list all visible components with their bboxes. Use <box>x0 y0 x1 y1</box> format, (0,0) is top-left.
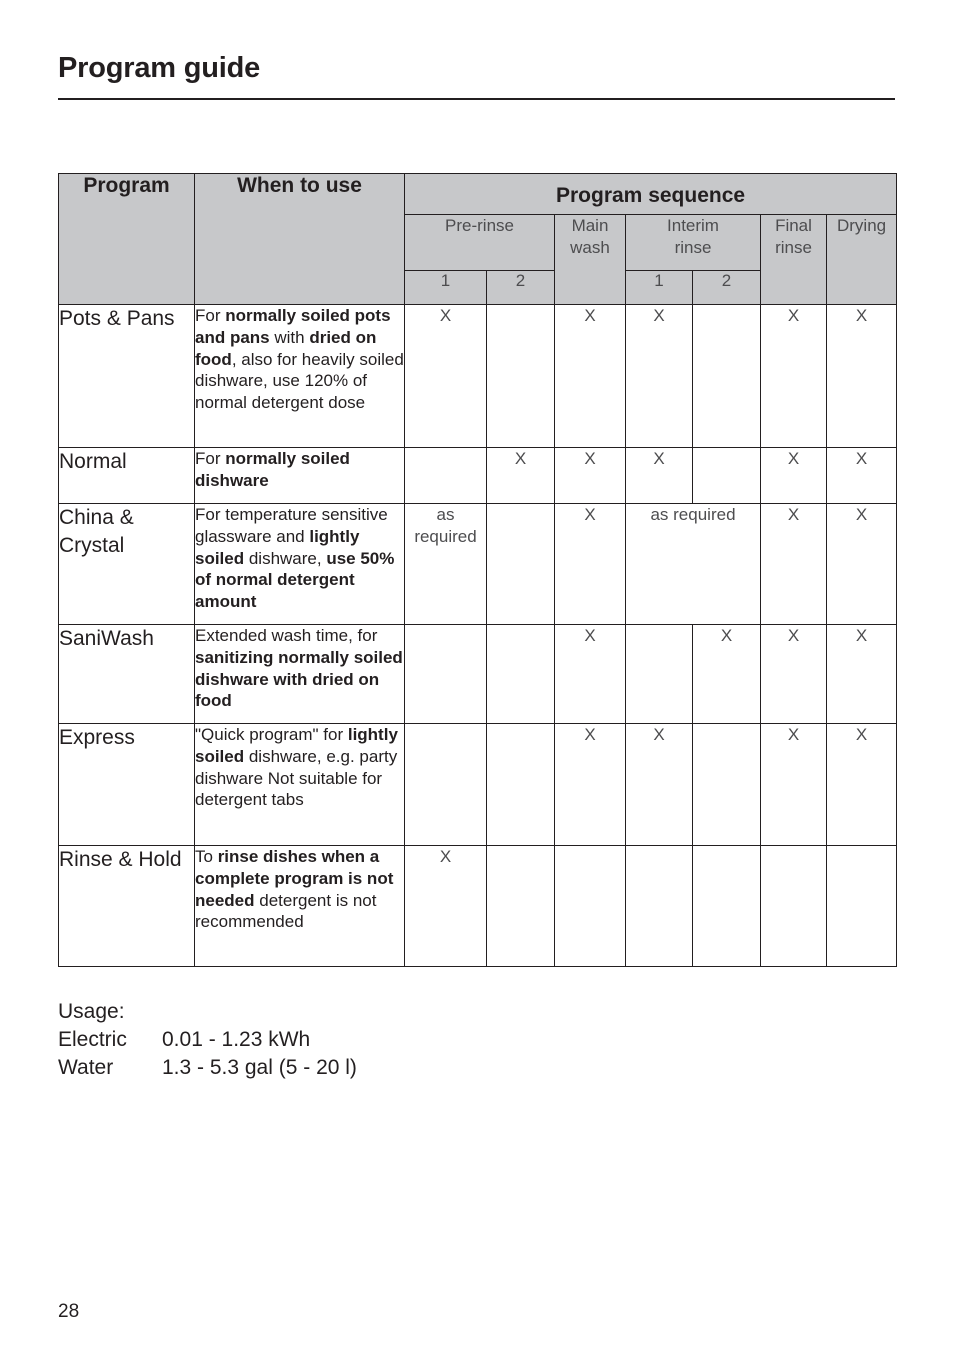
description-bold-text: use 50% of normal detergent amount <box>195 548 395 612</box>
header-program: Program <box>59 174 195 305</box>
mark-final-rinse <box>761 846 827 967</box>
description-text: For <box>195 449 226 468</box>
mark-pre-rinse-1 <box>405 724 487 846</box>
header-pre-rinse-1: 1 <box>405 271 487 305</box>
header-pre-rinse: Pre-rinse <box>405 215 555 271</box>
program-name: SaniWash <box>59 625 195 724</box>
usage-electric-label: Electric <box>58 1028 127 1051</box>
mark-pre-rinse-2 <box>487 625 555 724</box>
header-program-sequence: Program sequence <box>405 174 897 215</box>
mark-pre-rinse-2: X <box>487 448 555 504</box>
mark-main-wash <box>555 846 626 967</box>
mark-interim-2 <box>693 305 761 448</box>
mark-main-wash: X <box>555 504 626 625</box>
mark-drying: X <box>827 305 897 448</box>
usage-block <box>58 998 357 1082</box>
program-description <box>195 448 405 504</box>
mark-pre-rinse-2 <box>487 846 555 967</box>
mark-final-rinse: X <box>761 448 827 504</box>
description-bold-text: lightly soiled <box>195 526 360 568</box>
mark-final-rinse: X <box>761 625 827 724</box>
mark-pre-rinse-2 <box>487 724 555 846</box>
program-name: Normal <box>59 448 195 504</box>
mark-interim-1 <box>626 846 693 967</box>
program-description <box>195 846 405 967</box>
page-title: Program guide <box>58 52 261 84</box>
description-bold-text: rinse dishes when a complete program is not needed <box>195 847 394 910</box>
mark-main-wash: X <box>555 625 626 724</box>
mark-pre-rinse-2 <box>487 305 555 448</box>
header-interim-2: 2 <box>693 271 761 305</box>
mark-final-rinse: X <box>761 504 827 625</box>
mark-interim-1: X <box>626 448 693 504</box>
description-text: dishware, e.g. party dishware Not suitable for detergent tabs <box>195 746 398 810</box>
mark-interim-2 <box>693 846 761 967</box>
program-description <box>195 724 405 846</box>
header-final-line1: Final <box>775 216 812 235</box>
header-pre-rinse-2: 2 <box>487 271 555 305</box>
mark-interim-2: X <box>693 625 761 724</box>
description-text: Extended wash time, for <box>195 626 378 645</box>
usage-electric-row <box>58 1026 357 1054</box>
header-interim-line2: rinse <box>674 238 712 257</box>
table-row <box>59 625 897 724</box>
description-bold-text: dried on food <box>195 327 377 369</box>
mark-final-rinse: X <box>761 724 827 846</box>
table-row <box>59 846 897 967</box>
mark-main-wash: X <box>555 724 626 846</box>
table-row <box>59 724 897 846</box>
mark-interim-1: X <box>626 305 693 448</box>
mark-pre-rinse-1 <box>405 448 487 504</box>
description-text: , also for heavily soiled dishware, use 120% of normal detergent dose <box>195 349 404 413</box>
header-drying: Drying <box>827 215 897 305</box>
table-row <box>59 305 897 448</box>
description-text: "Quick program" for <box>195 725 348 744</box>
usage-water-value: 1.3 - 5.3 gal (5 - 20 l) <box>162 1056 357 1079</box>
program-guide-table <box>58 173 897 967</box>
description-bold-text: lightly soiled <box>195 725 398 766</box>
header-interim-rinse <box>626 215 761 271</box>
header-final-rinse <box>761 215 827 305</box>
mark-drying: X <box>827 625 897 724</box>
mark-interim-1: X <box>626 724 693 846</box>
mark-main-wash: X <box>555 305 626 448</box>
mark-drying: X <box>827 448 897 504</box>
mark-pre-rinse-2 <box>487 504 555 625</box>
program-name: China & Crystal <box>59 504 195 625</box>
mark-interim: as required <box>626 504 761 625</box>
header-main-wash-line1: Main <box>571 216 609 235</box>
program-name: Rinse & Hold <box>59 846 195 967</box>
mark-main-wash: X <box>555 448 626 504</box>
program-name: Express <box>59 724 195 846</box>
description-bold-text: sanitizing normally soiled dishware with dried on food <box>195 647 403 711</box>
mark-drying <box>827 846 897 967</box>
description-bold-text: normally soiled pots and pans <box>195 306 391 347</box>
header-interim-1: 1 <box>626 271 693 305</box>
title-divider <box>58 98 895 100</box>
program-name: Pots & Pans <box>59 305 195 448</box>
header-final-line2: rinse <box>775 238 812 257</box>
program-description <box>195 504 405 625</box>
program-description <box>195 625 405 724</box>
description-text: For <box>195 306 226 325</box>
program-description <box>195 305 405 448</box>
description-text: detergent is not recommended <box>195 890 377 932</box>
description-bold-text: normally soiled dishware <box>195 449 350 490</box>
mark-drying: X <box>827 724 897 846</box>
mark-interim-2 <box>693 448 761 504</box>
mark-drying: X <box>827 504 897 625</box>
mark-pre-rinse-1: X <box>405 305 487 448</box>
mark-final-rinse: X <box>761 305 827 448</box>
usage-water-label: Water <box>58 1056 114 1079</box>
mark-pre-rinse-1: as required <box>405 504 487 625</box>
mark-pre-rinse-1 <box>405 625 487 724</box>
table-row <box>59 504 897 625</box>
description-text: To <box>195 847 218 866</box>
table-row <box>59 448 897 504</box>
header-main-wash-line2: wash <box>570 238 610 257</box>
mark-pre-rinse-1: X <box>405 846 487 967</box>
description-text: dishware, <box>244 548 327 568</box>
mark-interim-2 <box>693 724 761 846</box>
usage-label: Usage: <box>58 1000 125 1023</box>
description-text: with <box>269 327 310 347</box>
description-text: For temperature sensitive glassware and <box>195 505 388 546</box>
usage-electric-value: 0.01 - 1.23 kWh <box>162 1028 311 1051</box>
mark-interim-1 <box>626 625 693 724</box>
header-interim-line1: Interim <box>667 216 719 235</box>
header-when-to-use: When to use <box>195 174 405 305</box>
header-main-wash <box>555 215 626 305</box>
usage-water-row <box>58 1054 357 1082</box>
page-number: 28 <box>58 1301 80 1322</box>
